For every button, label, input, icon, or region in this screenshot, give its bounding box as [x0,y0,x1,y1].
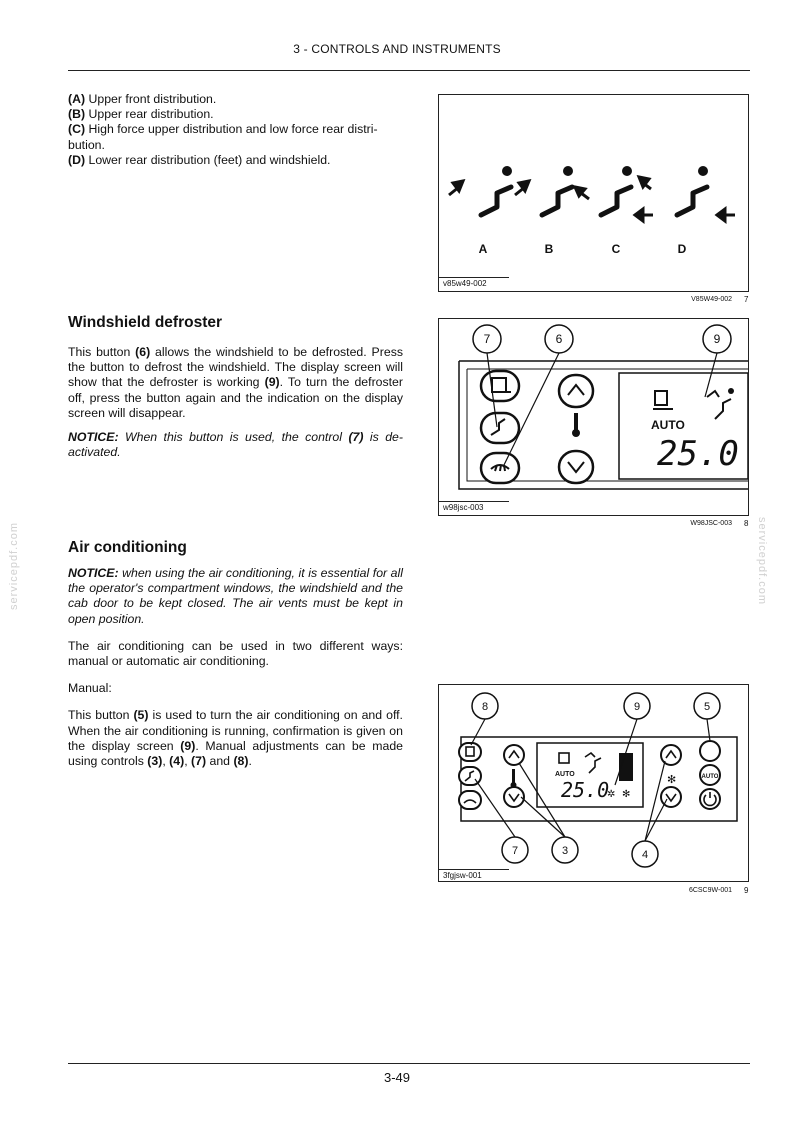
defroster-text [68,345,403,469]
ac-icon: ✲ [607,789,616,800]
figure-number: 8 [744,519,749,528]
callout-9: 9 [713,332,721,346]
list-item: (B) Upper rear distribution. [68,107,214,122]
display-temperature: 25.0 [561,778,610,802]
figure-number: 7 [744,295,749,304]
figure-air-conditioning-panel [438,684,749,882]
manual-label: Manual: [68,681,112,696]
section-heading-defroster: Windshield defroster [68,314,223,331]
display-mode-label: AUTO [555,771,575,778]
callout-7: 7 [483,332,491,346]
air-distribution-diagram [439,95,748,291]
diagram-label-d: D [677,242,687,256]
header-rule [68,70,750,71]
paragraph: This button (6) allows the windshield to be defrosted. Press the button to defrost the windshield. The display screen will show that the defroster is working (9). To turn the defroster off, press the button again and the indication on the display screen will disappear. [68,345,403,420]
callout-7: 7 [511,845,519,857]
figure-code: 3fgjsw-001 [443,871,482,880]
figure-air-distribution [438,94,749,292]
notice: NOTICE: when using the air conditioning, it is essential for all the operator's compartment windows, the windshield and the cab door to be kept closed. The air vents must be kept in open position. [68,566,403,626]
figure-code-rule [439,869,509,870]
figure-code-rule [439,277,509,278]
figure-ref: 6CSC9W-001 [688,887,732,894]
figure-number: 9 [744,886,749,895]
page-number: 3-49 [383,1070,411,1085]
watermark-left: servicepdf.com [7,522,20,610]
figure-ref: W98JSC-003 [690,520,732,527]
diagram-label-b: B [544,242,554,256]
page-header: 3 - CONTROLS AND INSTRUMENTS [293,42,501,56]
display-temperature: 25.0 [657,434,739,474]
figure-code-rule [439,501,509,502]
figure-defroster-panel [438,318,749,516]
section-heading-air-conditioning: Air conditioning [68,539,187,556]
diagram-label-a: A [478,242,488,256]
distribution-list [68,92,403,168]
callout-3: 3 [561,845,569,857]
list-item: (A) Upper front distribution. [68,92,217,106]
callout-6: 6 [555,332,563,346]
callout-9: 9 [633,701,641,713]
paragraph: The air conditioning can be used in two different ways: manual or automatic air conditioning. [68,638,403,669]
fan-icon: ✻ [622,789,631,800]
diagram-label-c: C [611,242,621,256]
auto-button-label: AUTO [701,774,719,780]
callout-5: 5 [703,701,711,713]
callout-8: 8 [481,701,489,713]
figure-code: v85w49-002 [443,279,487,288]
list-item: (D) Lower rear distribution (feet) and windshield. [68,152,331,167]
air-conditioning-panel-diagram [439,685,748,881]
air-conditioning-text [68,566,403,778]
list-item: (C) High force upper distribution and low force rear distri-bution. [68,122,378,152]
notice: NOTICE: When this button is used, the control (7) is de-activated. [68,430,403,460]
paragraph: This button (5) is used to turn the air conditioning on and off. When the air conditioning is running, confirmation is given on the display screen (9). Manual adjustments can be made using controls (3), (4), (7) and (8). [68,708,403,769]
display-mode-label: AUTO [651,418,685,432]
watermark-right: servicepdf.com [755,517,768,605]
figure-ref: V85W49-002 [691,296,732,303]
fan-icon: ✻ [667,774,677,786]
figure-code: w98jsc-003 [443,503,484,512]
footer-rule [68,1063,750,1064]
defroster-panel-diagram [439,319,748,515]
callout-4: 4 [641,849,649,861]
